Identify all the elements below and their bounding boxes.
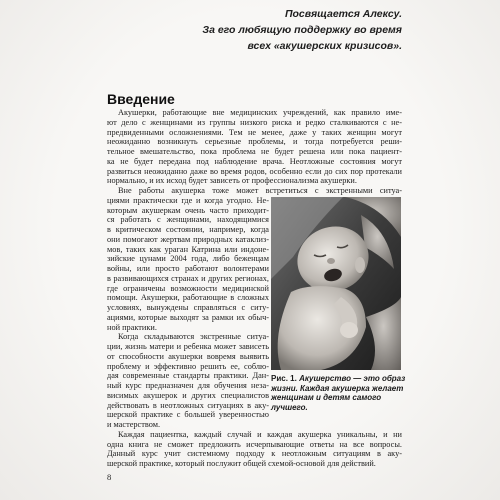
dedication-line: всех «акушерских кризисов». (247, 40, 402, 52)
paragraph-3-line: ный курс предназначен для обучения неза- (107, 381, 269, 390)
paragraph-1-line: предвиденными осложнениями. Тем не менее, даже у таких женщин могут (107, 127, 402, 137)
paragraph-3-line: Когда складываются экстренные ситуа- (118, 332, 269, 342)
paragraph-1-line: нормально, и их исход будет зависеть от профессионализма акушерки. (107, 176, 357, 186)
newborn-photo-image (271, 197, 401, 370)
figure-caption (271, 374, 406, 412)
paragraph-2-line: они помогают жертвам природных катаклиз- (107, 234, 269, 244)
paragraph-4-line: Данный курс учит системному подходу к неотложным ситуациям в аку- (107, 449, 402, 459)
paragraph-2-line: которым акушеркам очень часто приходит- (107, 205, 269, 215)
paragraph-2-line: ной практики. (107, 322, 157, 332)
paragraph-2-line: Вне работы акушерка тоже может встретиться с экстренными ситуа- (118, 186, 402, 195)
paragraph-4-line: одна книга не сможет предложить исчерпывающие ответы на все вопросы. (107, 439, 402, 449)
paragraph-1-line: ют дело с женщинами из группы низкого риска и редко сталкиваются с не- (107, 117, 402, 127)
paragraph-2-line: циями практически где и когда угодно. Не- (107, 195, 269, 205)
paragraph-1-line: Акушерки, работающие вне медицинских учреждений, как правило име- (118, 108, 402, 117)
paragraph-2-line: условиях, вынуждены справляться с ситу- (107, 303, 269, 312)
caption-text: Акушерство — это образ (299, 374, 406, 383)
paragraph-1-line: развиться неожиданно даже во время родов, особенно если до сих пор протекали (107, 166, 402, 176)
paragraph-2-line: в развивающихся странах и других регионах, (107, 273, 269, 283)
caption-line: лучшего. (271, 402, 308, 412)
paragraph-4-line: Каждая пациентка, каждый случай и каждая акушерка уникальны, и ни (118, 429, 402, 439)
paragraph-2-line: ся работать с женщинами, находящимися (107, 215, 269, 225)
paragraph-2-line: войны, или просто работают волонтерами (107, 264, 269, 273)
caption-label: Рис. 1. (271, 374, 297, 383)
paragraph-2-line: мов, таких как ураган Катрина или индоне- (107, 244, 269, 254)
dedication-line: Посвящается Алексу. (284, 8, 402, 20)
dedication (162, 6, 402, 54)
paragraph-3-line: висимых акушерок и других специалистов (107, 390, 269, 400)
paragraph-3-line: ции, жизнь матери и ребенка может зависеть (107, 342, 269, 351)
newborn-photo (271, 197, 401, 370)
paragraph-1-line: неожиданно возникнуть серьезные проблемы, и тогда потребуется реши- (107, 137, 402, 147)
paragraph-3-line: от способности акушерки вовремя выявить (107, 351, 269, 361)
paragraph-3-line: шерской практике с большей уверенностью (107, 410, 269, 420)
caption-line (271, 374, 406, 384)
paragraph-2-line: зийские цунами 2004 года, либо беженцам (107, 254, 269, 264)
paragraph-1-line: тельное вмешательство, пока проблема не будет решена или пока пациент- (107, 147, 402, 156)
dedication-line: За его любящую поддержку во время (202, 24, 402, 36)
paragraph-3-line: проблему и эффективно решить ее, соблю- (107, 361, 269, 371)
paragraph-4-line: шерской практике, который послужит общей схемой-основой для действий. (107, 459, 376, 468)
paragraph-3-line: действовать в неотложных ситуациях в аку- (107, 400, 269, 410)
paragraph-3-line: и мастерством. (107, 420, 161, 429)
page-number: 8 (107, 472, 112, 482)
paragraph-2-line: ациями, которые выходят за рамки их обыч- (107, 312, 269, 322)
paragraph-1-line: ка не будет передана под наблюдение врача. Неотложные состояния могут (107, 156, 402, 166)
paragraph-2-line: в критическом состоянии, например, когда (107, 225, 269, 234)
section-heading: Введение (107, 91, 175, 107)
paragraph-2-line: помощи. Акушерки, работающие в сложных (107, 293, 269, 303)
baby-fist (340, 322, 358, 338)
paragraph-3-line: дая современные стандарты практики. Дан- (107, 371, 269, 381)
paragraph-2-line: где ограничены возможности медицинской (107, 283, 269, 293)
caption-line: жизни. Каждая акушерка желает (271, 383, 404, 393)
caption-line: женщинам и детям самого (271, 393, 382, 402)
